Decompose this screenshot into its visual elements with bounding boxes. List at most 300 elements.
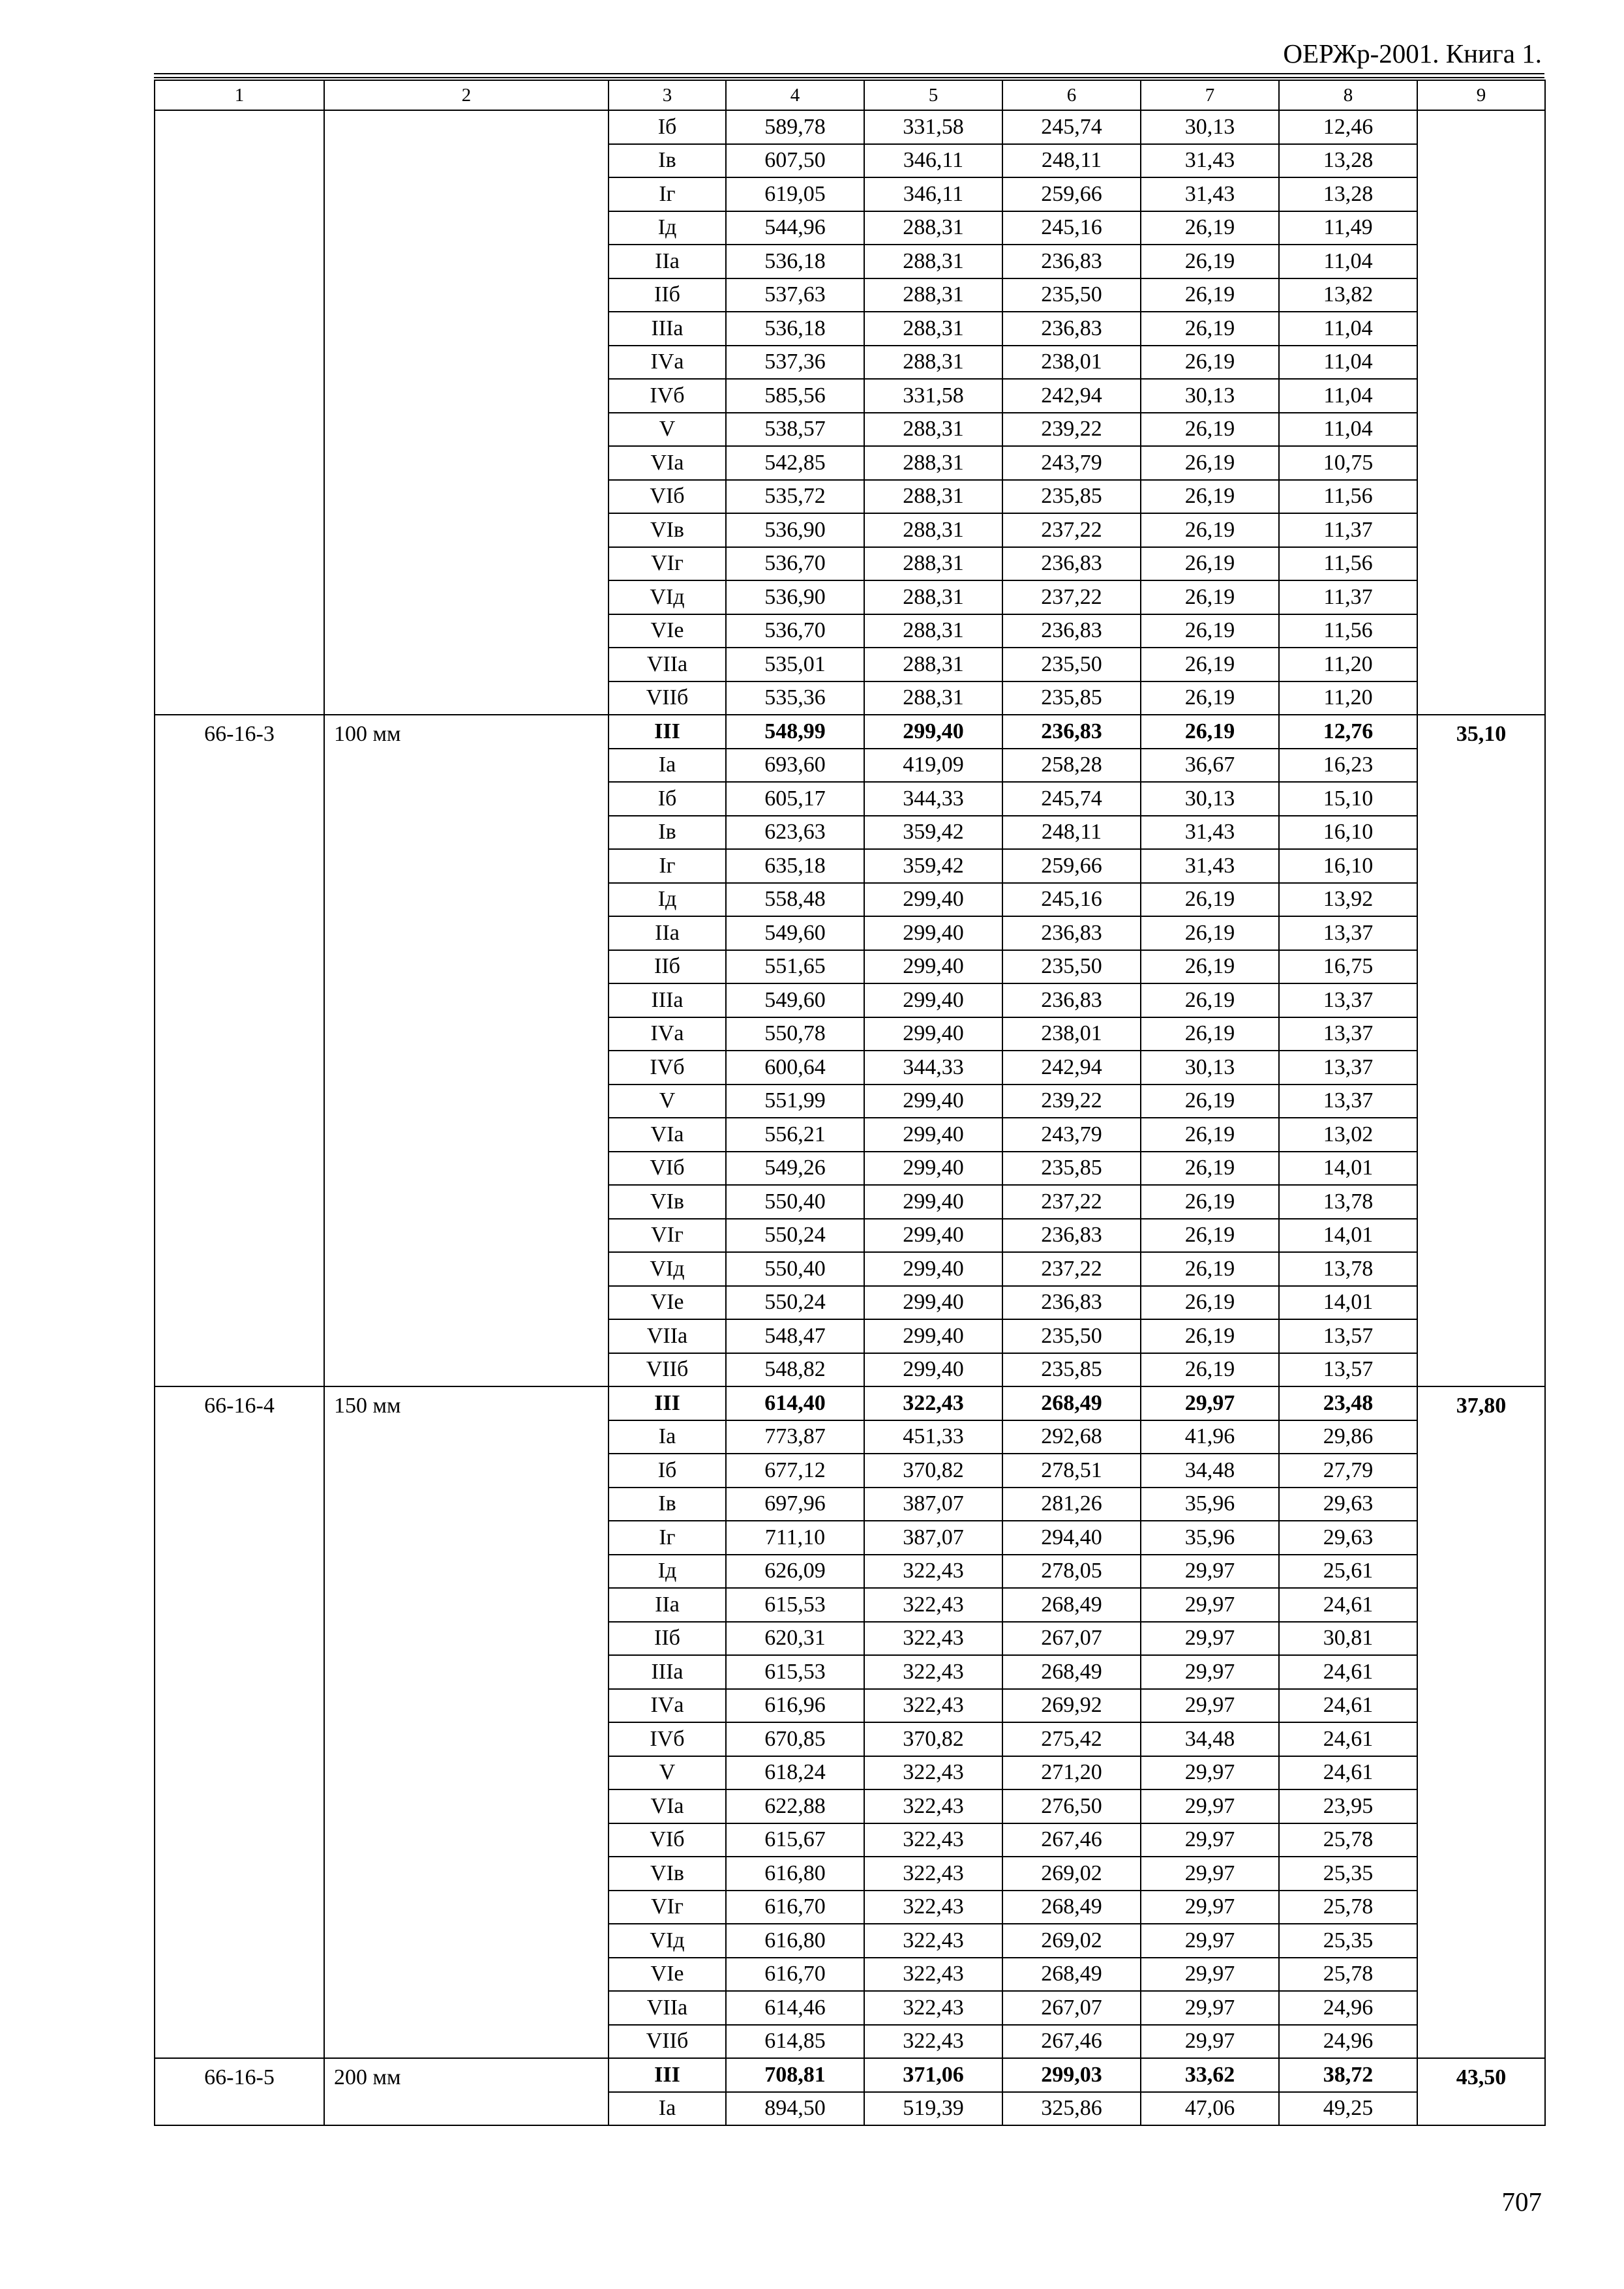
category-cell: V (609, 413, 726, 447)
category-cell: VIв (609, 513, 726, 547)
category-cell: VIд (609, 580, 726, 614)
category-cell: VIIб (609, 2025, 726, 2059)
value-cell: 268,49 (1002, 1588, 1141, 1622)
value-cell: 26,19 (1141, 715, 1279, 749)
value-cell: 894,50 (726, 2092, 864, 2126)
value-cell: 299,40 (864, 1017, 1002, 1051)
value-cell: 519,39 (864, 2092, 1002, 2126)
value-cell: 278,51 (1002, 1454, 1141, 1488)
value-cell: 344,33 (864, 1051, 1002, 1085)
value-cell: 13,02 (1279, 1118, 1417, 1152)
category-cell: VIа (609, 1789, 726, 1823)
value-cell: 11,56 (1279, 614, 1417, 648)
value-cell: 299,40 (864, 916, 1002, 950)
value-cell: 25,61 (1279, 1555, 1417, 1589)
value-cell: 299,40 (864, 950, 1002, 984)
value-cell: 11,04 (1279, 346, 1417, 380)
value-cell: 30,81 (1279, 1622, 1417, 1656)
table-body (155, 80, 1545, 2125)
value-cell: 299,40 (864, 1152, 1002, 1186)
value-cell: 31,43 (1141, 177, 1279, 211)
category-cell: IIб (609, 1622, 726, 1656)
value-cell: 419,09 (864, 749, 1002, 783)
value-cell: 248,11 (1002, 816, 1141, 850)
category-cell: IVб (609, 1722, 726, 1756)
value-cell: 288,31 (864, 446, 1002, 480)
value-cell: 29,97 (1141, 1756, 1279, 1790)
value-cell: 322,43 (864, 1991, 1002, 2025)
category-cell: Iб (609, 782, 726, 816)
value-cell: 322,43 (864, 1655, 1002, 1689)
value-cell: 26,19 (1141, 547, 1279, 581)
category-cell: VIIа (609, 1991, 726, 2025)
value-cell: 16,75 (1279, 950, 1417, 984)
category-cell: VIб (609, 480, 726, 514)
value-cell: 26,19 (1141, 580, 1279, 614)
value-cell: 236,83 (1002, 1219, 1141, 1253)
value-cell: 12,46 (1279, 110, 1417, 144)
value-cell: 359,42 (864, 849, 1002, 883)
value-cell: 299,40 (864, 1219, 1002, 1253)
column-number: 6 (1002, 80, 1141, 110)
value-cell: 288,31 (864, 480, 1002, 514)
value-cell: 38,72 (1279, 2058, 1417, 2092)
value-cell: 550,24 (726, 1219, 864, 1253)
value-cell: 387,07 (864, 1488, 1002, 1521)
value-cell: 271,20 (1002, 1756, 1141, 1790)
category-cell: VIг (609, 547, 726, 581)
category-cell: IIIа (609, 312, 726, 346)
rate-code (155, 110, 324, 715)
value-cell: 34,48 (1141, 1454, 1279, 1488)
value-cell: 288,31 (864, 413, 1002, 447)
value-cell: 242,94 (1002, 1051, 1141, 1085)
value-cell: 25,78 (1279, 1823, 1417, 1857)
value-cell: 236,83 (1002, 983, 1141, 1017)
value-cell: 535,01 (726, 648, 864, 681)
labor-total: 37,80 (1417, 1386, 1545, 2058)
value-cell: 235,85 (1002, 480, 1141, 514)
category-cell: IVа (609, 1689, 726, 1723)
value-cell: 269,92 (1002, 1689, 1141, 1723)
value-cell: 635,18 (726, 849, 864, 883)
value-cell: 269,02 (1002, 1924, 1141, 1958)
rate-code: 66-16-5 (155, 2058, 324, 2125)
value-cell: 276,50 (1002, 1789, 1141, 1823)
category-cell: III (609, 1386, 726, 1420)
value-cell: 24,96 (1279, 2025, 1417, 2059)
value-cell: 29,97 (1141, 1823, 1279, 1857)
pipe-diameter: 100 мм (324, 715, 609, 1386)
value-cell: 268,49 (1002, 1655, 1141, 1689)
value-cell: 708,81 (726, 2058, 864, 2092)
value-cell: 288,31 (864, 346, 1002, 380)
value-cell: 288,31 (864, 513, 1002, 547)
column-number-row (155, 80, 1545, 110)
value-cell: 29,97 (1141, 1689, 1279, 1723)
value-cell: 550,40 (726, 1252, 864, 1286)
category-cell: VIб (609, 1152, 726, 1186)
value-cell: 11,37 (1279, 513, 1417, 547)
value-cell: 239,22 (1002, 413, 1141, 447)
category-cell: IVб (609, 1051, 726, 1085)
value-cell: 550,40 (726, 1185, 864, 1219)
value-cell: 325,86 (1002, 2092, 1141, 2126)
value-cell: 26,19 (1141, 1118, 1279, 1152)
value-cell: 11,20 (1279, 681, 1417, 715)
value-cell: 30,13 (1141, 110, 1279, 144)
value-cell: 550,78 (726, 1017, 864, 1051)
value-cell: 23,48 (1279, 1386, 1417, 1420)
value-cell: 605,17 (726, 782, 864, 816)
value-cell: 245,74 (1002, 782, 1141, 816)
value-cell: 235,50 (1002, 1319, 1141, 1353)
page-number: 707 (1501, 2187, 1542, 2217)
value-cell: 238,01 (1002, 1017, 1141, 1051)
value-cell: 535,36 (726, 681, 864, 715)
value-cell: 322,43 (864, 1386, 1002, 1420)
value-cell: 24,61 (1279, 1655, 1417, 1689)
value-cell: 238,01 (1002, 346, 1141, 380)
category-cell: Iд (609, 1555, 726, 1589)
category-cell: Iв (609, 816, 726, 850)
value-cell: 30,13 (1141, 379, 1279, 413)
value-cell: 344,33 (864, 782, 1002, 816)
category-cell: V (609, 1756, 726, 1790)
value-cell: 243,79 (1002, 1118, 1141, 1152)
value-cell: 697,96 (726, 1488, 864, 1521)
value-cell: 13,37 (1279, 1051, 1417, 1085)
value-cell: 11,04 (1279, 245, 1417, 278)
value-cell: 550,24 (726, 1286, 864, 1320)
value-cell: 27,79 (1279, 1454, 1417, 1488)
category-cell: VIа (609, 446, 726, 480)
value-cell: 31,43 (1141, 849, 1279, 883)
column-number: 1 (155, 80, 324, 110)
value-cell: 620,31 (726, 1622, 864, 1656)
category-cell: Iб (609, 110, 726, 144)
category-cell: IVб (609, 379, 726, 413)
value-cell: 236,83 (1002, 614, 1141, 648)
column-number: 3 (609, 80, 726, 110)
value-cell: 537,36 (726, 346, 864, 380)
value-cell: 36,67 (1141, 749, 1279, 783)
value-cell: 536,70 (726, 547, 864, 581)
column-number: 2 (324, 80, 609, 110)
pipe-diameter: 150 мм (324, 1386, 609, 2058)
value-cell: 26,19 (1141, 1152, 1279, 1186)
value-cell: 267,46 (1002, 2025, 1141, 2059)
value-cell: 26,19 (1141, 480, 1279, 514)
value-cell: 11,56 (1279, 547, 1417, 581)
value-cell: 536,90 (726, 580, 864, 614)
value-cell: 331,58 (864, 110, 1002, 144)
table-row (155, 110, 1545, 144)
category-cell: Iб (609, 1454, 726, 1488)
value-cell: 245,74 (1002, 110, 1141, 144)
value-cell: 288,31 (864, 614, 1002, 648)
value-cell: 26,19 (1141, 1252, 1279, 1286)
value-cell: 693,60 (726, 749, 864, 783)
value-cell: 23,95 (1279, 1789, 1417, 1823)
value-cell: 13,28 (1279, 144, 1417, 178)
value-cell: 288,31 (864, 211, 1002, 245)
value-cell: 11,37 (1279, 580, 1417, 614)
value-cell: 26,19 (1141, 278, 1279, 312)
value-cell: 12,76 (1279, 715, 1417, 749)
category-cell: VIг (609, 1219, 726, 1253)
value-cell: 537,63 (726, 278, 864, 312)
value-cell: 614,46 (726, 1991, 864, 2025)
value-cell: 35,96 (1141, 1488, 1279, 1521)
value-cell: 299,03 (1002, 2058, 1141, 2092)
value-cell: 615,67 (726, 1823, 864, 1857)
value-cell: 322,43 (864, 1622, 1002, 1656)
value-cell: 235,85 (1002, 1353, 1141, 1387)
value-cell: 26,19 (1141, 1185, 1279, 1219)
value-cell: 248,11 (1002, 144, 1141, 178)
value-cell: 267,07 (1002, 1991, 1141, 2025)
value-cell: 387,07 (864, 1521, 1002, 1555)
pipe-diameter: 200 мм (324, 2058, 609, 2125)
value-cell: 26,19 (1141, 1017, 1279, 1051)
value-cell: 616,70 (726, 1891, 864, 1924)
value-cell: 322,43 (864, 2025, 1002, 2059)
value-cell: 29,63 (1279, 1521, 1417, 1555)
value-cell: 235,85 (1002, 681, 1141, 715)
category-cell: VIIб (609, 681, 726, 715)
value-cell: 13,78 (1279, 1252, 1417, 1286)
value-cell: 536,90 (726, 513, 864, 547)
value-cell: 16,10 (1279, 849, 1417, 883)
value-cell: 242,94 (1002, 379, 1141, 413)
value-cell: 548,47 (726, 1319, 864, 1353)
value-cell: 243,79 (1002, 446, 1141, 480)
value-cell: 13,37 (1279, 916, 1417, 950)
category-cell: VIе (609, 1286, 726, 1320)
value-cell: 237,22 (1002, 580, 1141, 614)
value-cell: 26,19 (1141, 681, 1279, 715)
value-cell: 275,42 (1002, 1722, 1141, 1756)
value-cell: 11,56 (1279, 480, 1417, 514)
value-cell: 35,96 (1141, 1521, 1279, 1555)
category-cell: VIб (609, 1823, 726, 1857)
category-cell: VIе (609, 1958, 726, 1992)
value-cell: 26,19 (1141, 648, 1279, 681)
value-cell: 585,56 (726, 379, 864, 413)
category-cell: III (609, 2058, 726, 2092)
category-cell: IIIа (609, 983, 726, 1017)
value-cell: 614,40 (726, 1386, 864, 1420)
category-cell: IIа (609, 916, 726, 950)
value-cell: 299,40 (864, 715, 1002, 749)
value-cell: 29,86 (1279, 1420, 1417, 1454)
value-cell: 29,97 (1141, 1588, 1279, 1622)
value-cell: 30,13 (1141, 1051, 1279, 1085)
category-cell: IIIа (609, 1655, 726, 1689)
value-cell: 299,40 (864, 983, 1002, 1017)
value-cell: 322,43 (864, 1958, 1002, 1992)
value-cell: 24,61 (1279, 1756, 1417, 1790)
table-row (155, 715, 1545, 749)
value-cell: 29,63 (1279, 1488, 1417, 1521)
value-cell: 29,97 (1141, 2025, 1279, 2059)
value-cell: 371,06 (864, 2058, 1002, 2092)
value-cell: 235,50 (1002, 278, 1141, 312)
category-cell: VIв (609, 1185, 726, 1219)
category-cell: VIд (609, 1252, 726, 1286)
value-cell: 322,43 (864, 1756, 1002, 1790)
value-cell: 15,10 (1279, 782, 1417, 816)
value-cell: 26,19 (1141, 614, 1279, 648)
pipe-diameter (324, 110, 609, 715)
value-cell: 11,20 (1279, 648, 1417, 681)
value-cell: 589,78 (726, 110, 864, 144)
category-cell: IIа (609, 245, 726, 278)
value-cell: 16,23 (1279, 749, 1417, 783)
value-cell: 29,97 (1141, 1789, 1279, 1823)
value-cell: 268,49 (1002, 1891, 1141, 1924)
value-cell: 26,19 (1141, 1219, 1279, 1253)
value-cell: 619,05 (726, 177, 864, 211)
category-cell: IVа (609, 346, 726, 380)
rate-code: 66-16-4 (155, 1386, 324, 2058)
value-cell: 536,18 (726, 312, 864, 346)
value-cell: 370,82 (864, 1454, 1002, 1488)
value-cell: 14,01 (1279, 1286, 1417, 1320)
value-cell: 623,63 (726, 816, 864, 850)
value-cell: 47,06 (1141, 2092, 1279, 2126)
value-cell: 13,82 (1279, 278, 1417, 312)
value-cell: 26,19 (1141, 446, 1279, 480)
value-cell: 236,83 (1002, 715, 1141, 749)
value-cell: 299,40 (864, 1252, 1002, 1286)
value-cell: 551,99 (726, 1085, 864, 1118)
value-cell: 549,60 (726, 983, 864, 1017)
table-row (155, 1386, 1545, 1420)
category-cell: IIб (609, 278, 726, 312)
value-cell: 556,21 (726, 1118, 864, 1152)
value-cell: 288,31 (864, 312, 1002, 346)
value-cell: 677,12 (726, 1454, 864, 1488)
category-cell: VIIа (609, 648, 726, 681)
value-cell: 268,49 (1002, 1386, 1141, 1420)
category-cell: VIIа (609, 1319, 726, 1353)
value-cell: 451,33 (864, 1420, 1002, 1454)
value-cell: 34,48 (1141, 1722, 1279, 1756)
value-cell: 29,97 (1141, 1924, 1279, 1958)
value-cell: 536,70 (726, 614, 864, 648)
category-cell: VIIб (609, 1353, 726, 1387)
value-cell: 26,19 (1141, 513, 1279, 547)
value-cell: 542,85 (726, 446, 864, 480)
value-cell: 236,83 (1002, 312, 1141, 346)
value-cell: 622,88 (726, 1789, 864, 1823)
value-cell: 26,19 (1141, 413, 1279, 447)
value-cell: 11,49 (1279, 211, 1417, 245)
value-cell: 11,04 (1279, 379, 1417, 413)
value-cell: 245,16 (1002, 211, 1141, 245)
value-cell: 11,04 (1279, 413, 1417, 447)
category-cell: Iд (609, 211, 726, 245)
value-cell: 49,25 (1279, 2092, 1417, 2126)
value-cell: 259,66 (1002, 177, 1141, 211)
value-cell: 16,10 (1279, 816, 1417, 850)
value-cell: 29,97 (1141, 1386, 1279, 1420)
rates-table (154, 80, 1546, 2126)
labor-total: 35,10 (1417, 715, 1545, 1386)
column-number: 5 (864, 80, 1002, 110)
category-cell: IVа (609, 1017, 726, 1051)
value-cell: 26,19 (1141, 1085, 1279, 1118)
value-cell: 544,96 (726, 211, 864, 245)
value-cell: 29,97 (1141, 1622, 1279, 1656)
value-cell: 24,61 (1279, 1588, 1417, 1622)
category-cell: Iг (609, 1521, 726, 1555)
value-cell: 26,19 (1141, 346, 1279, 380)
category-cell: VIг (609, 1891, 726, 1924)
value-cell: 370,82 (864, 1722, 1002, 1756)
value-cell: 26,19 (1141, 883, 1279, 917)
category-cell: VIв (609, 1857, 726, 1891)
value-cell: 235,85 (1002, 1152, 1141, 1186)
value-cell: 13,78 (1279, 1185, 1417, 1219)
value-cell: 549,26 (726, 1152, 864, 1186)
value-cell: 14,01 (1279, 1152, 1417, 1186)
value-cell: 10,75 (1279, 446, 1417, 480)
value-cell: 299,40 (864, 883, 1002, 917)
value-cell: 26,19 (1141, 312, 1279, 346)
category-cell: Iг (609, 849, 726, 883)
value-cell: 322,43 (864, 1555, 1002, 1589)
value-cell: 268,49 (1002, 1958, 1141, 1992)
value-cell: 30,13 (1141, 782, 1279, 816)
value-cell: 26,19 (1141, 916, 1279, 950)
value-cell: 239,22 (1002, 1085, 1141, 1118)
value-cell: 13,28 (1279, 177, 1417, 211)
value-cell: 322,43 (864, 1588, 1002, 1622)
value-cell: 548,82 (726, 1353, 864, 1387)
value-cell: 299,40 (864, 1286, 1002, 1320)
value-cell: 29,97 (1141, 1655, 1279, 1689)
column-number: 7 (1141, 80, 1279, 110)
value-cell: 299,40 (864, 1118, 1002, 1152)
column-number: 9 (1417, 80, 1545, 110)
value-cell: 13,37 (1279, 1085, 1417, 1118)
value-cell: 322,43 (864, 1823, 1002, 1857)
value-cell: 31,43 (1141, 144, 1279, 178)
value-cell: 236,83 (1002, 245, 1141, 278)
value-cell: 24,61 (1279, 1689, 1417, 1723)
value-cell: 281,26 (1002, 1488, 1141, 1521)
value-cell: 322,43 (864, 1924, 1002, 1958)
value-cell: 626,09 (726, 1555, 864, 1589)
value-cell: 41,96 (1141, 1420, 1279, 1454)
value-cell: 607,50 (726, 144, 864, 178)
value-cell: 299,40 (864, 1185, 1002, 1219)
value-cell: 237,22 (1002, 1185, 1141, 1219)
category-cell: Iв (609, 144, 726, 178)
value-cell: 616,80 (726, 1857, 864, 1891)
category-cell: Iв (609, 1488, 726, 1521)
category-cell: VIд (609, 1924, 726, 1958)
value-cell: 618,24 (726, 1756, 864, 1790)
page-header: ОЕРЖр-2001. Книга 1. (1283, 38, 1542, 68)
value-cell: 711,10 (726, 1521, 864, 1555)
value-cell: 288,31 (864, 648, 1002, 681)
value-cell: 331,58 (864, 379, 1002, 413)
value-cell: 259,66 (1002, 849, 1141, 883)
